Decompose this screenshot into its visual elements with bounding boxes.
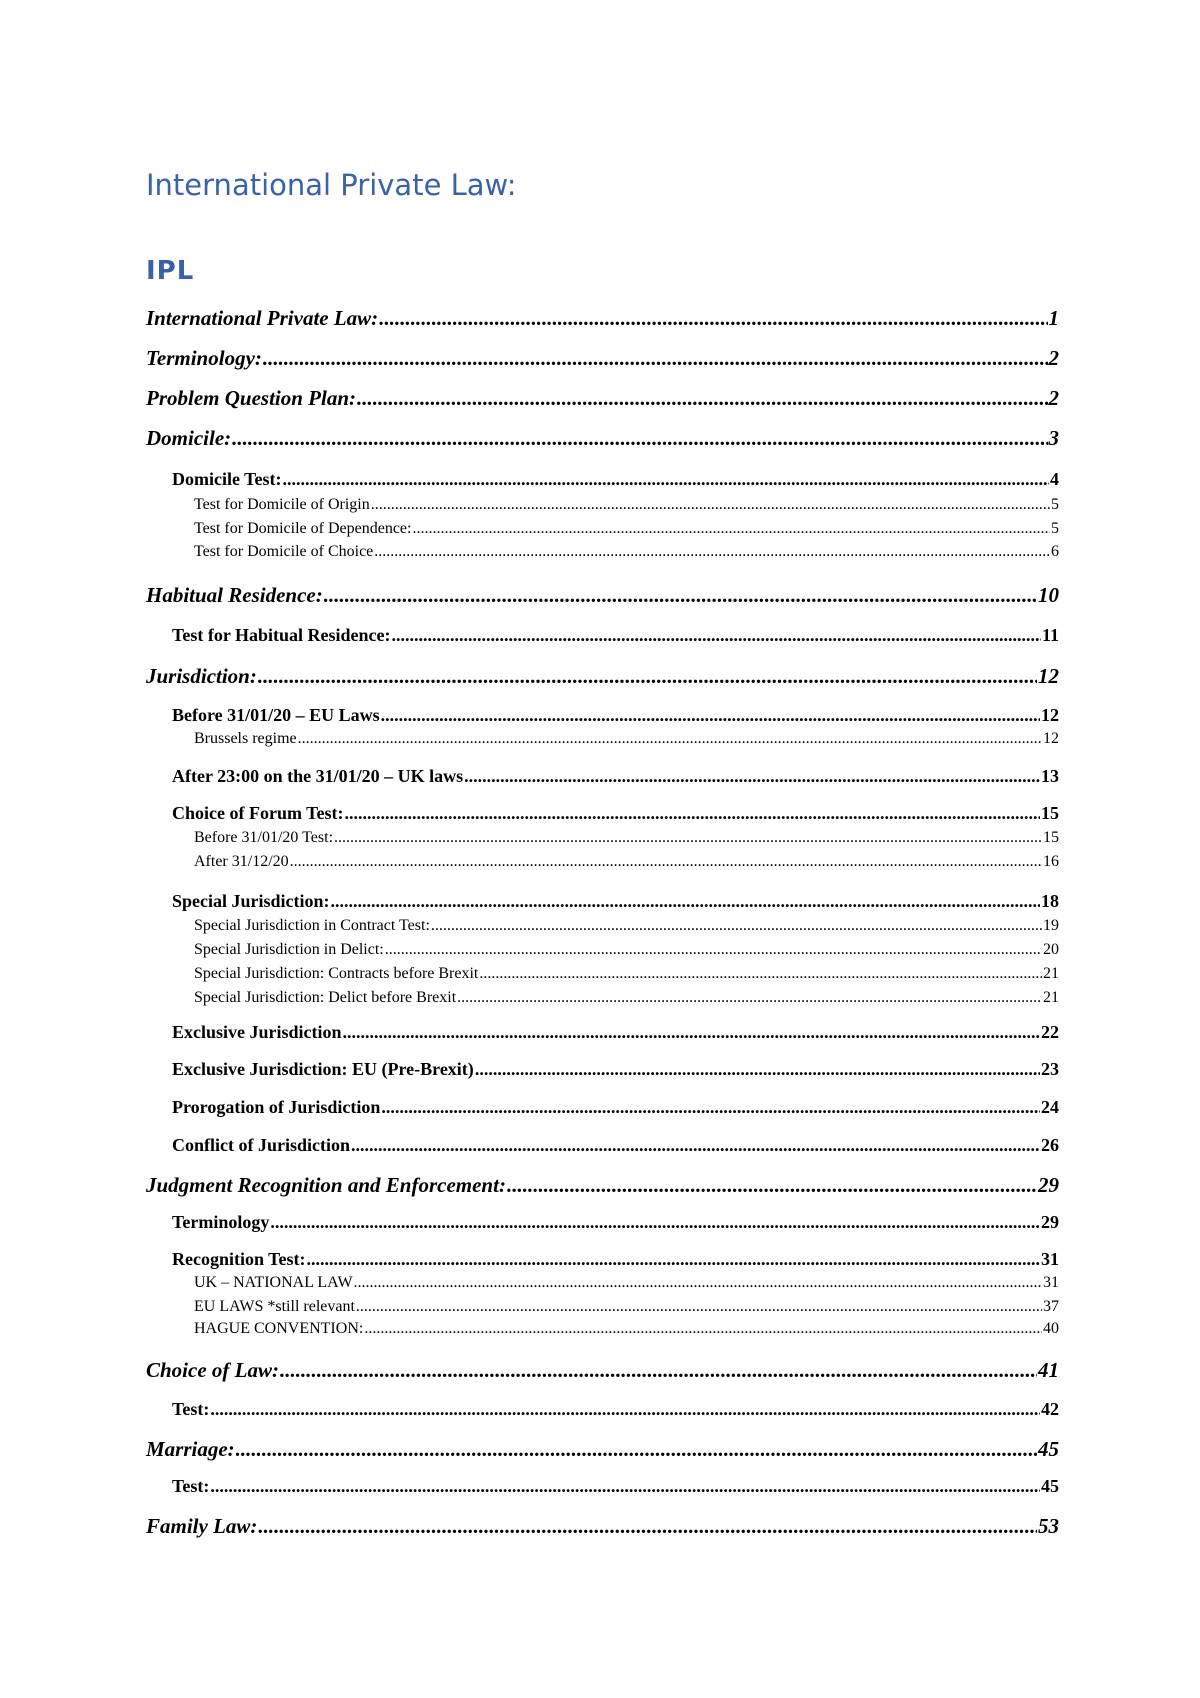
- toc-dot-leader: [374, 543, 1050, 561]
- toc-entry-label: Test for Habitual Residence:: [172, 625, 391, 645]
- toc-dot-leader: [381, 705, 1040, 726]
- toc-entry-page-number: 31: [1043, 1274, 1059, 1291]
- toc-entry-label: After 31/12/20: [194, 853, 289, 870]
- toc-dot-leader: [258, 664, 1037, 689]
- toc-entry-label: Test for Domicile of Dependence:: [194, 520, 412, 537]
- toc-dot-leader: [357, 386, 1047, 411]
- toc-entry[interactable]: [146, 664, 1059, 689]
- toc-entry[interactable]: [194, 989, 1059, 1007]
- toc-entry-page-number: 41: [1038, 1358, 1059, 1382]
- toc-entry[interactable]: [146, 386, 1059, 411]
- toc-entry[interactable]: [172, 1135, 1059, 1156]
- toc-entry[interactable]: [172, 1059, 1059, 1080]
- toc-entry[interactable]: [146, 1358, 1059, 1383]
- toc-entry-label: UK – NATIONAL LAW: [194, 1274, 353, 1291]
- toc-heading: IPL: [146, 256, 195, 286]
- toc-entry-label: HAGUE CONVENTION:: [194, 1320, 364, 1337]
- toc-entry-label: Test for Domicile of Origin: [194, 496, 370, 513]
- toc-entry[interactable]: [194, 917, 1059, 935]
- toc-entry-page-number: 45: [1038, 1437, 1059, 1461]
- toc-entry-label: Terminology: [172, 1212, 270, 1232]
- toc-entry[interactable]: [194, 1320, 1059, 1338]
- toc-entry-page-number: 22: [1041, 1022, 1059, 1042]
- toc-entry-label: Before 31/01/20 – EU Laws: [172, 705, 380, 725]
- toc-entry-page-number: 24: [1041, 1097, 1059, 1117]
- toc-entry-page-number: 5: [1051, 496, 1059, 513]
- toc-entry-label: Family Law:: [146, 1514, 258, 1538]
- document-title: International Private Law:: [146, 168, 517, 202]
- toc-dot-leader: [371, 496, 1050, 514]
- toc-entry-page-number: 18: [1041, 891, 1059, 911]
- toc-entry[interactable]: [172, 766, 1059, 787]
- toc-dot-leader: [331, 891, 1040, 912]
- toc-entry-label: Special Jurisdiction:: [172, 891, 330, 911]
- toc-entry-label: Domicile:: [146, 426, 232, 450]
- toc-entry-label: Brussels regime: [194, 730, 297, 747]
- toc-dot-leader: [263, 346, 1048, 371]
- toc-dot-leader: [324, 583, 1037, 608]
- toc-entry[interactable]: [194, 496, 1059, 514]
- toc-entry-label: Problem Question Plan:: [146, 386, 357, 410]
- toc-entry[interactable]: [172, 1022, 1059, 1043]
- toc-dot-leader: [356, 1298, 1042, 1316]
- toc-dot-leader: [270, 1212, 1040, 1233]
- toc-entry[interactable]: [146, 1437, 1059, 1462]
- toc-dot-leader: [236, 1437, 1037, 1462]
- toc-dot-leader: [210, 1399, 1040, 1420]
- toc-entry-page-number: 53: [1038, 1514, 1059, 1538]
- toc-entry[interactable]: [172, 1212, 1059, 1233]
- toc-entry-page-number: 2: [1048, 346, 1059, 370]
- toc-entry[interactable]: [172, 1476, 1059, 1497]
- toc-dot-leader: [479, 965, 1042, 983]
- toc-entry[interactable]: [146, 583, 1059, 608]
- toc-entry-label: Domicile Test:: [172, 469, 282, 489]
- toc-entry-page-number: 10: [1038, 583, 1059, 607]
- toc-dot-leader: [210, 1476, 1040, 1497]
- toc-dot-leader: [298, 730, 1042, 748]
- toc-entry-label: Judgment Recognition and Enforcement:: [146, 1173, 506, 1197]
- toc-dot-leader: [381, 1097, 1040, 1118]
- toc-entry[interactable]: [172, 625, 1059, 646]
- toc-entry-page-number: 12: [1041, 705, 1059, 725]
- toc-entry-page-number: 23: [1041, 1059, 1059, 1079]
- toc-entry-page-number: 29: [1041, 1212, 1059, 1232]
- toc-entry-label: Exclusive Jurisdiction: [172, 1022, 342, 1042]
- toc-entry[interactable]: [172, 1249, 1059, 1270]
- toc-entry-page-number: 19: [1043, 917, 1059, 934]
- toc-entry-page-number: 12: [1038, 664, 1059, 688]
- toc-entry[interactable]: [172, 891, 1059, 912]
- toc-entry[interactable]: [146, 1173, 1059, 1198]
- toc-entry-page-number: 3: [1048, 426, 1059, 450]
- toc-dot-leader: [464, 766, 1040, 787]
- toc-dot-leader: [475, 1059, 1040, 1080]
- toc-entry[interactable]: [194, 853, 1059, 871]
- toc-entry[interactable]: [194, 941, 1059, 959]
- toc-entry-page-number: 15: [1043, 829, 1059, 846]
- toc-dot-leader: [343, 1022, 1040, 1043]
- toc-entry[interactable]: [172, 803, 1059, 824]
- toc-entry-label: Choice of Forum Test:: [172, 803, 344, 823]
- toc-entry[interactable]: [194, 1298, 1059, 1316]
- toc-entry[interactable]: [146, 1514, 1059, 1539]
- toc-entry-page-number: 26: [1041, 1135, 1059, 1155]
- toc-entry-label: After 23:00 on the 31/01/20 – UK laws: [172, 766, 464, 786]
- toc-dot-leader: [364, 1320, 1042, 1338]
- toc-entry[interactable]: [194, 829, 1059, 847]
- toc-dot-leader: [258, 1514, 1037, 1539]
- toc-entry-label: Jurisdiction:: [146, 664, 257, 688]
- toc-entry[interactable]: [172, 1399, 1059, 1420]
- toc-dot-leader: [392, 625, 1041, 646]
- toc-entry-page-number: 4: [1050, 469, 1059, 489]
- toc-entry[interactable]: [194, 520, 1059, 538]
- toc-entry-label: Test for Domicile of Choice: [194, 543, 374, 560]
- toc-entry-page-number: 13: [1041, 766, 1059, 786]
- toc-entry-page-number: 37: [1043, 1298, 1059, 1315]
- toc-entry-label: Before 31/01/20 Test:: [194, 829, 334, 846]
- toc-entry-page-number: 45: [1041, 1476, 1059, 1496]
- toc-dot-leader: [379, 306, 1047, 331]
- toc-entry-label: Special Jurisdiction in Contract Test:: [194, 917, 430, 934]
- toc-entry-page-number: 29: [1038, 1173, 1059, 1197]
- toc-dot-leader: [290, 853, 1042, 871]
- toc-entry-label: International Private Law:: [146, 306, 379, 330]
- toc-entry-label: Exclusive Jurisdiction: EU (Pre-Brexit): [172, 1059, 474, 1079]
- toc-entry[interactable]: [146, 346, 1059, 371]
- toc-entry[interactable]: [194, 1274, 1059, 1292]
- toc-dot-leader: [334, 829, 1042, 847]
- toc-dot-leader: [507, 1173, 1037, 1198]
- toc-entry-label: Choice of Law:: [146, 1358, 279, 1382]
- toc-dot-leader: [283, 469, 1050, 490]
- toc-dot-leader: [351, 1135, 1040, 1156]
- toc-entry-page-number: 21: [1043, 989, 1059, 1006]
- toc-entry-page-number: 1: [1048, 306, 1059, 330]
- toc-entry-page-number: 5: [1051, 520, 1059, 537]
- toc-entry[interactable]: [172, 1097, 1059, 1118]
- toc-entry-page-number: 11: [1041, 625, 1059, 645]
- toc-entry-page-number: 6: [1051, 543, 1059, 560]
- toc-entry-page-number: 40: [1043, 1320, 1059, 1337]
- toc-entry-page-number: 20: [1043, 941, 1059, 958]
- toc-entry-label: Recognition Test:: [172, 1249, 306, 1269]
- toc-entry[interactable]: [194, 730, 1059, 748]
- toc-entry[interactable]: [172, 469, 1059, 490]
- toc-entry[interactable]: [146, 306, 1059, 331]
- toc-entry-page-number: 15: [1041, 803, 1059, 823]
- toc-entry-page-number: 2: [1048, 386, 1059, 410]
- toc-dot-leader: [412, 520, 1050, 538]
- toc-entry-page-number: 31: [1041, 1249, 1059, 1269]
- toc-entry-label: Prorogation of Jurisdiction: [172, 1097, 381, 1117]
- toc-entry-label: Special Jurisdiction: Delict before Brexit: [194, 989, 457, 1006]
- toc-dot-leader: [354, 1274, 1042, 1292]
- toc-entry-label: Special Jurisdiction in Delict:: [194, 941, 384, 958]
- toc-entry-label: Test:: [172, 1476, 210, 1496]
- toc-entry-label: Habitual Residence:: [146, 583, 323, 607]
- toc-entry-label: Special Jurisdiction: Contracts before Brexit: [194, 965, 479, 982]
- toc-entry[interactable]: [194, 965, 1059, 983]
- toc-dot-leader: [232, 426, 1047, 451]
- toc-dot-leader: [385, 941, 1042, 959]
- toc-entry[interactable]: [194, 543, 1059, 561]
- toc-entry[interactable]: [146, 426, 1059, 451]
- toc-dot-leader: [307, 1249, 1040, 1270]
- toc-entry-page-number: 42: [1041, 1399, 1059, 1419]
- toc-entry-label: Test:: [172, 1399, 210, 1419]
- toc-entry-label: Conflict of Jurisdiction: [172, 1135, 350, 1155]
- toc-entry-label: Terminology:: [146, 346, 262, 370]
- toc-entry-page-number: 16: [1043, 853, 1059, 870]
- toc-dot-leader: [344, 803, 1040, 824]
- toc-entry-label: EU LAWS *still relevant: [194, 1298, 355, 1315]
- toc-dot-leader: [280, 1358, 1037, 1383]
- toc-entry-page-number: 21: [1043, 965, 1059, 982]
- toc-entry-page-number: 12: [1043, 730, 1059, 747]
- toc-entry[interactable]: [172, 705, 1059, 726]
- toc-dot-leader: [431, 917, 1042, 935]
- toc-entry-label: Marriage:: [146, 1437, 235, 1461]
- toc-dot-leader: [457, 989, 1042, 1007]
